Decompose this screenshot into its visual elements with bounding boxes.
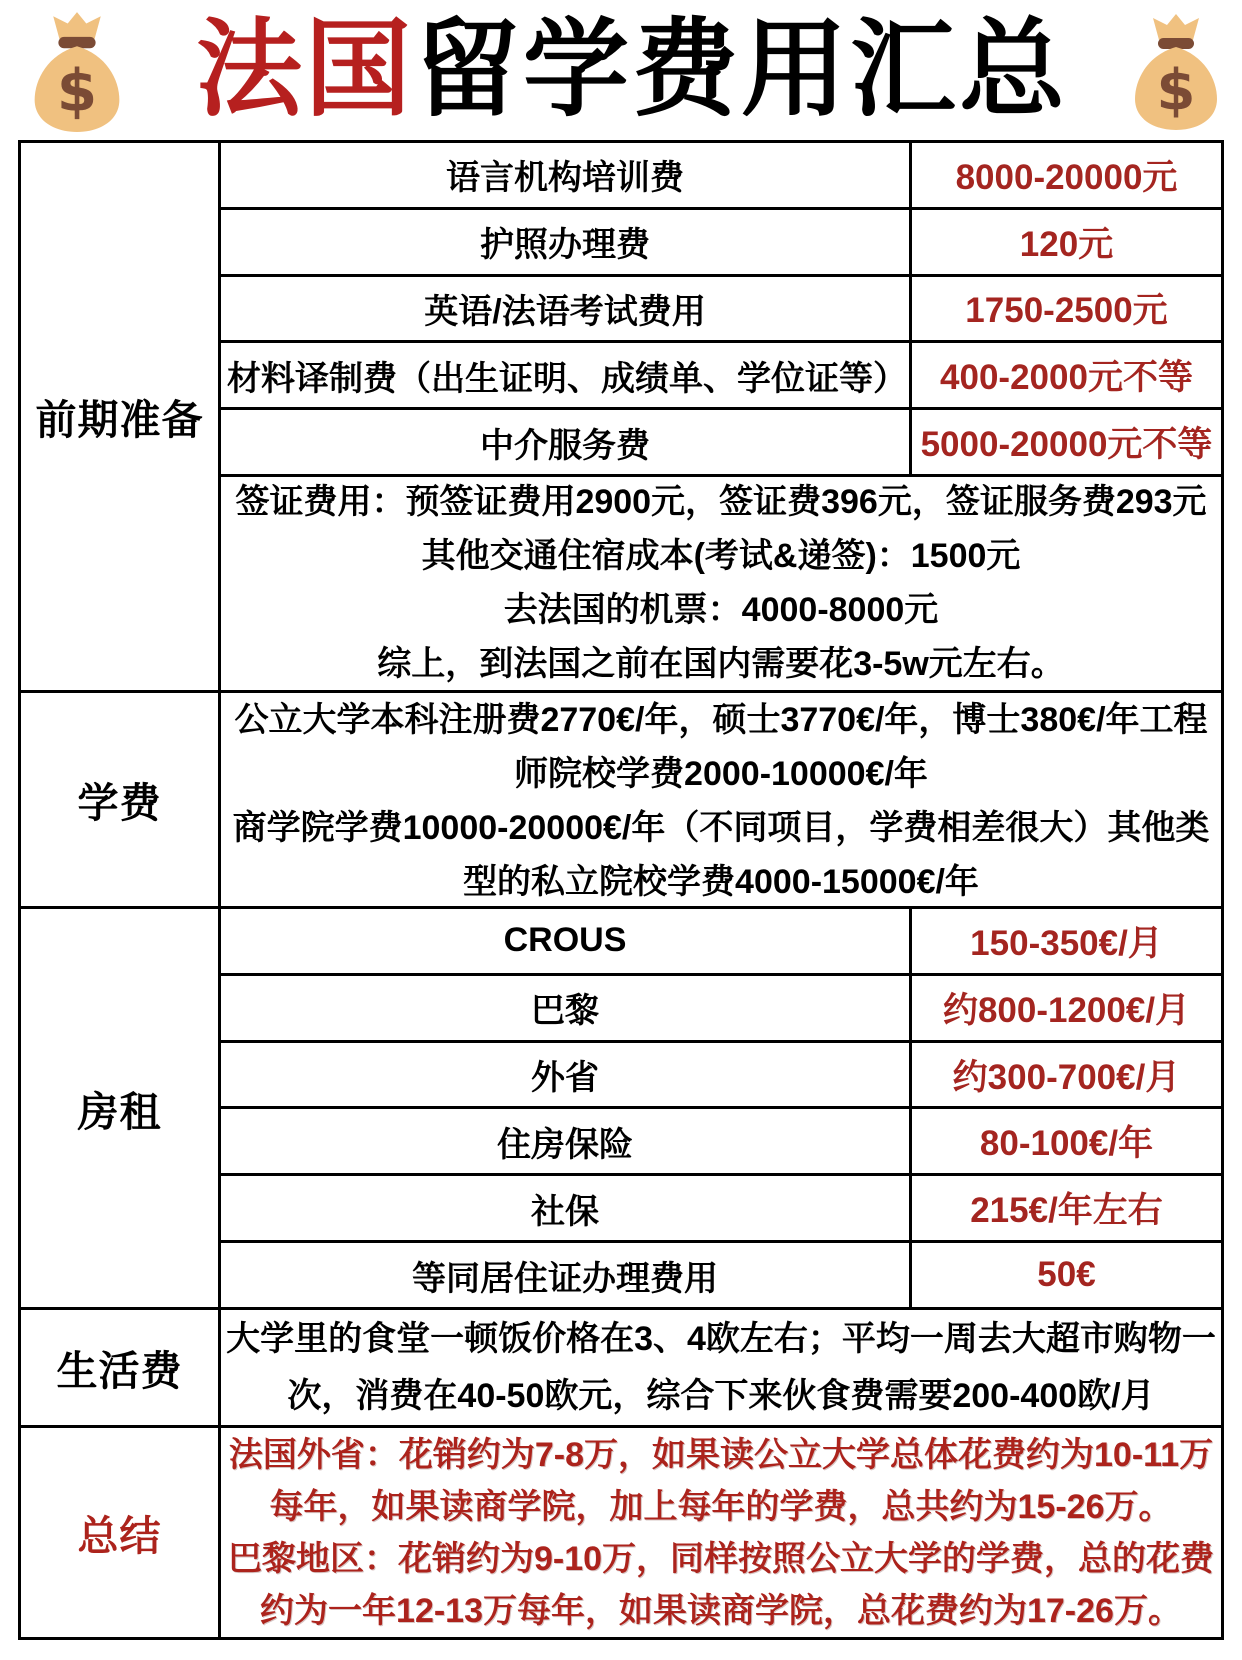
note-line: 约为一年12-13万每年，如果读商学院，总花费约为17-26万。 — [260, 1591, 1182, 1630]
table-row — [221, 407, 1221, 474]
section-category-label: 前期准备 — [21, 143, 221, 690]
cost-value: 400-2000元不等 — [909, 343, 1221, 407]
section-preparation — [21, 143, 1221, 690]
table-row — [221, 1240, 1221, 1307]
svg-text:$: $ — [56, 56, 98, 125]
table-row — [221, 143, 1221, 207]
cost-value: 8000-20000元 — [909, 143, 1221, 207]
note-line: 公立大学本科注册费2770€/年，硕士3770€/年，博士380€/年工程 — [234, 701, 1208, 739]
section-category-label: 生活费 — [21, 1310, 221, 1425]
note-line: 师院校学费2000-10000€/年 — [514, 755, 928, 793]
note-line: 大学里的食堂一顿饭价格在3、4欧左右；平均一周去大超市购物一 — [226, 1319, 1216, 1358]
note-line: 每年，如果读商学院，加上每年的学费，总共约为15-26万。 — [269, 1487, 1173, 1526]
note-line: 签证费用：预签证费用2900元，签证费396元，签证服务费293元 — [235, 483, 1207, 522]
cost-value: 1750-2500元 — [909, 277, 1221, 341]
cost-value: 150-350€/月 — [909, 909, 1221, 973]
cost-item-label: 巴黎 — [531, 992, 599, 1031]
money-bag-icon — [1124, 11, 1228, 131]
table-row — [221, 340, 1221, 407]
section-category-label: 学费 — [21, 693, 221, 906]
table-row — [221, 207, 1221, 274]
cost-item-label: 中介服务费 — [480, 426, 650, 465]
cost-value: 215€/年左右 — [909, 1176, 1221, 1240]
section-tuition — [21, 690, 1221, 906]
table-row — [221, 1040, 1221, 1107]
cost-table — [18, 140, 1224, 1640]
cost-value: 约300-700€/月 — [909, 1043, 1221, 1107]
cost-item-label: 等同居住证办理费用 — [412, 1259, 718, 1298]
note-line: 去法国的机票：4000-8000元 — [503, 591, 939, 630]
note-line: 巴黎地区：花销约为9-10万，同样按照公立大学的学费，总的花费 — [227, 1539, 1215, 1578]
section-body — [221, 1428, 1221, 1637]
table-row — [221, 274, 1221, 341]
section-rent — [21, 906, 1221, 1307]
page-title — [196, 11, 1068, 130]
section-body — [221, 909, 1221, 1307]
note-line: 法国外省：花销约为7-8万，如果读公立大学总体花费约为10-11万 — [228, 1435, 1214, 1474]
section-living-cost — [21, 1307, 1221, 1425]
cost-item-label: 语言机构培训费 — [446, 159, 684, 198]
note-line: 次，消费在40-50欧元，综合下来伙食费需要200-400欧/月 — [287, 1376, 1155, 1415]
living-cost-note — [221, 1310, 1221, 1425]
cost-item-label: 外省 — [531, 1059, 599, 1098]
svg-text:$: $ — [1156, 58, 1196, 123]
note-line: 其他交通住宿成本(考试&递签)：1500元 — [421, 537, 1021, 576]
page-title-accent: 法国 — [196, 11, 414, 130]
cost-value: 80-100€/年 — [909, 1109, 1221, 1173]
summary-note — [221, 1428, 1221, 1637]
table-row — [221, 973, 1221, 1040]
section-category-label: 房租 — [21, 909, 221, 1307]
cost-item-label: 住房保险 — [497, 1125, 633, 1164]
section-summary — [21, 1425, 1221, 1637]
cost-value: 约800-1200€/月 — [909, 976, 1221, 1040]
note-line: 综上，到法国之前在国内需要花3-5w元左右。 — [377, 645, 1065, 684]
section-body — [221, 1310, 1221, 1425]
cost-item-label: 英语/法语考试费用 — [424, 292, 706, 331]
cost-value: 50€ — [909, 1243, 1221, 1307]
table-row — [221, 1173, 1221, 1240]
cost-value: 120元 — [909, 210, 1221, 274]
money-bag-icon — [14, 9, 140, 133]
note-line: 商学院学费10000-20000€/年（不同项目，学费相差很大）其他类 — [232, 809, 1210, 847]
table-row — [221, 1106, 1221, 1173]
section-body — [221, 693, 1221, 906]
cost-item-label: 社保 — [531, 1192, 599, 1231]
cost-value: 5000-20000元不等 — [909, 410, 1221, 474]
cost-item-label: CROUS — [503, 921, 627, 960]
cost-item-label: 材料译制费（出生证明、成绩单、学位证等） — [227, 359, 907, 398]
section-body — [221, 143, 1221, 690]
note-line: 型的私立院校学费4000-15000€/年 — [463, 863, 979, 901]
tuition-note — [221, 693, 1221, 909]
header — [0, 0, 1242, 138]
cost-item-label: 护照办理费 — [480, 226, 650, 265]
table-row — [221, 909, 1221, 973]
section-category-label: 总结 — [21, 1428, 221, 1637]
page-title-rest: 留学费用汇总 — [414, 11, 1068, 130]
visa-costs-note — [221, 474, 1221, 690]
